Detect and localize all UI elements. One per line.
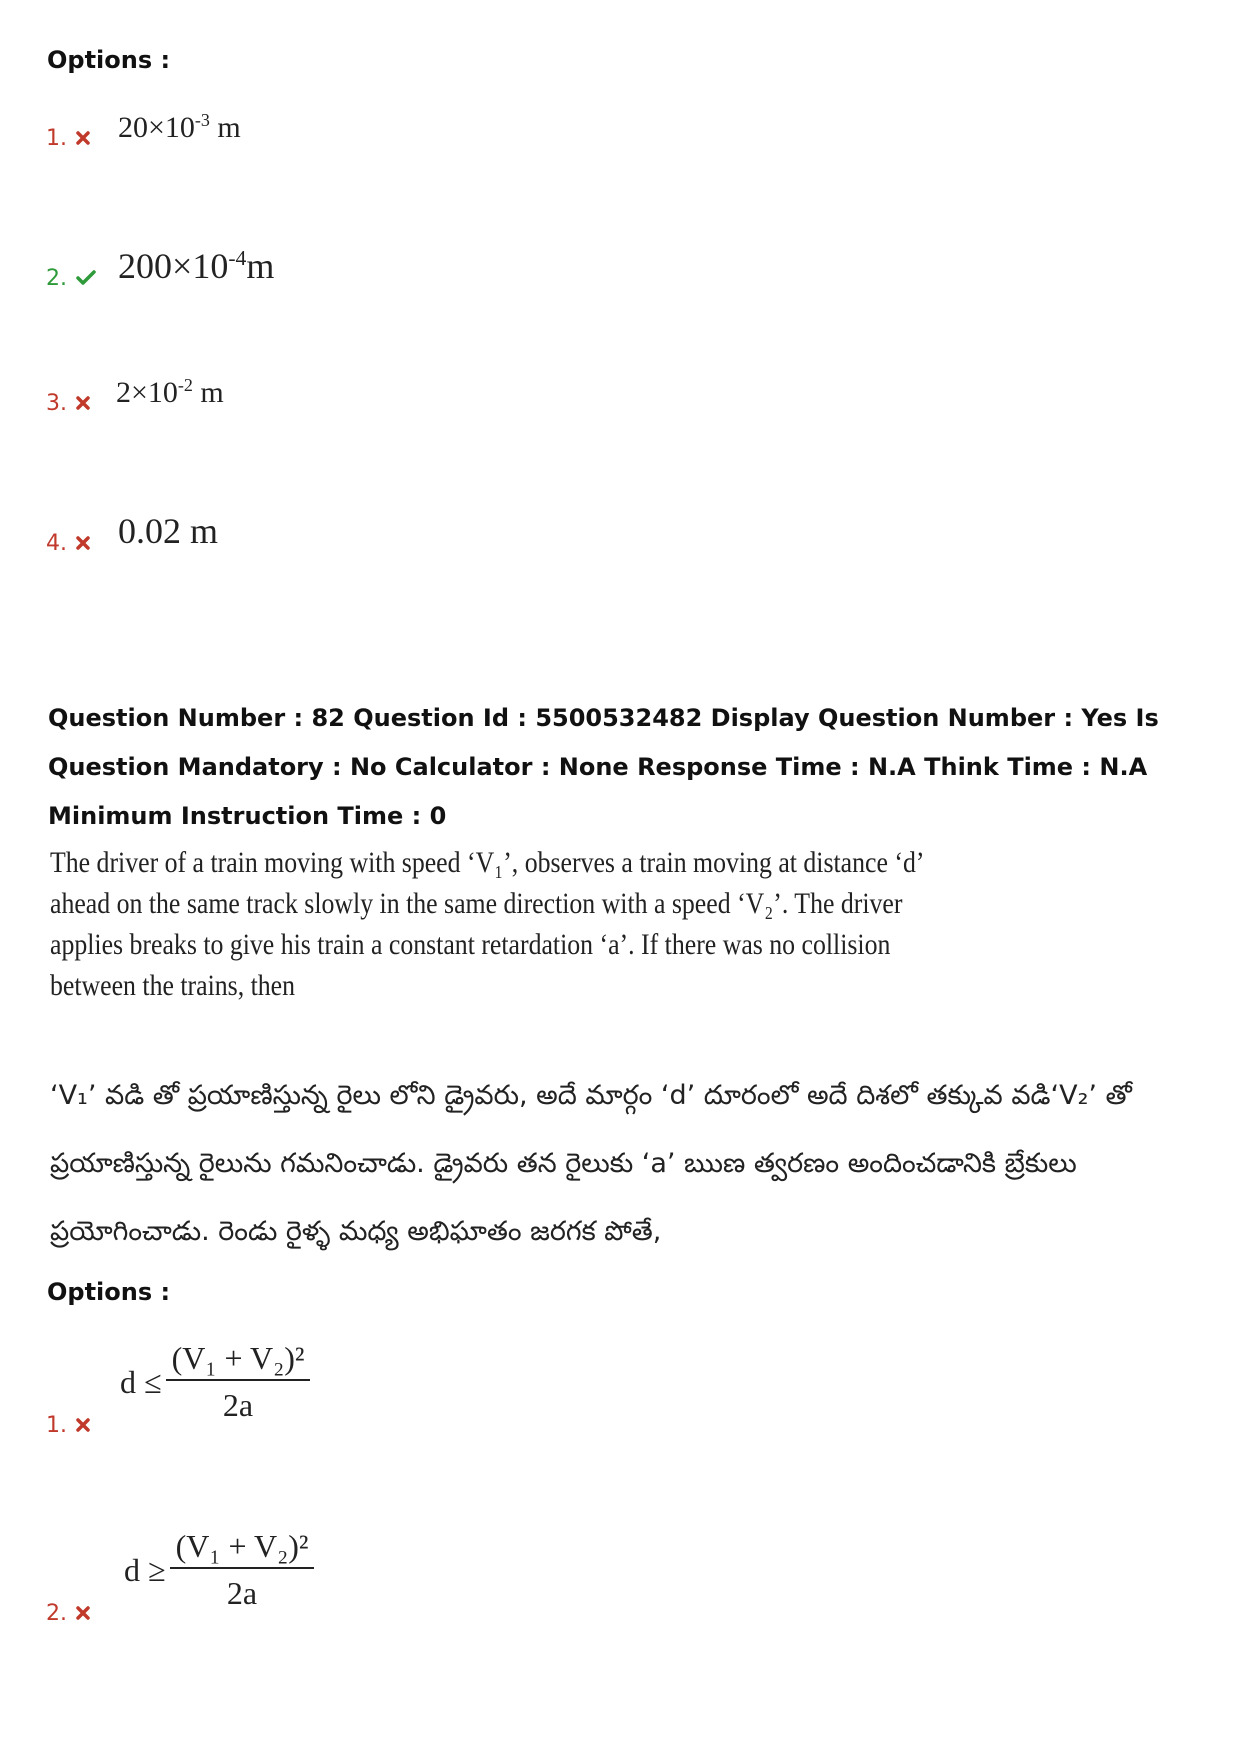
check-icon — [76, 265, 106, 291]
cross-icon — [76, 390, 106, 416]
cross-icon — [76, 1600, 106, 1626]
option-value: $2\times 10^{-2}$ m — [116, 375, 224, 409]
option-1 — [46, 110, 241, 151]
option-value: 0.02 m — [118, 511, 219, 551]
question-text-telugu: ‘V₁’ వడి తో ప్రయాణిస్తున్న రైలు లోని డ్రైవరు, అదే మార్గం ‘d’ దూరంలో అదే దిశలో తక్కువ వడి‘V₂’ తో ప్రయాణిస్తున్న రైలును గమనించాడు. డ్రైవరు తన రైలుకు ‘a’ ఋణ త్వరణం అందించడానికి బ్రేకులు ప్రయోగించాడు. రెండు రైళ్ళ మధ్య అభిఘాతం జరగక పోతే, — [50, 1080, 1132, 1247]
cross-icon — [76, 530, 106, 556]
cross-icon — [76, 125, 106, 151]
option-3 — [46, 375, 224, 416]
option-value: $20\times 10^{-3}$ m — [118, 110, 241, 144]
option-2 — [46, 245, 274, 291]
option-number: 1. — [46, 126, 67, 151]
option-2 — [46, 1528, 314, 1626]
option-value: $200\times 10^{-4}m$ — [118, 246, 275, 286]
question-meta: Question Number : 82 Question Id : 5500532482 Display Question Number : Yes Is Question Mandatory : No Calculator : None Response Time : N.A Think Time : N.A Minimum Instruction Time : 0 — [48, 704, 1159, 830]
option-4 — [46, 510, 218, 556]
question-text-english: The driver of a train moving with speed ‘V₁’, observes a train moving at distance ‘d’ ahead on the same track slowly in the same direction with a speed ‘V₂’. The driver applies breaks to give his train a constant retardation ‘a’. If there was no collision between the trains, then — [50, 846, 923, 1002]
option-number: 4. — [46, 531, 67, 556]
option-number: 2. — [46, 266, 67, 291]
option-formula: d ≥ $\frac{\text{(V₁ + V₂)²}}{2a}$ — [124, 1528, 314, 1612]
option-1 — [46, 1340, 310, 1438]
option-formula: d ≤ $\frac{\text{(V₁ + V₂)²}}{2a}$ — [120, 1340, 310, 1424]
option-number: 2. — [46, 1601, 67, 1626]
options-heading: Options : — [47, 1278, 171, 1306]
option-number: 1. — [46, 1413, 67, 1438]
option-number: 3. — [46, 391, 67, 416]
options-heading: Options : — [47, 46, 171, 74]
cross-icon — [76, 1412, 106, 1438]
